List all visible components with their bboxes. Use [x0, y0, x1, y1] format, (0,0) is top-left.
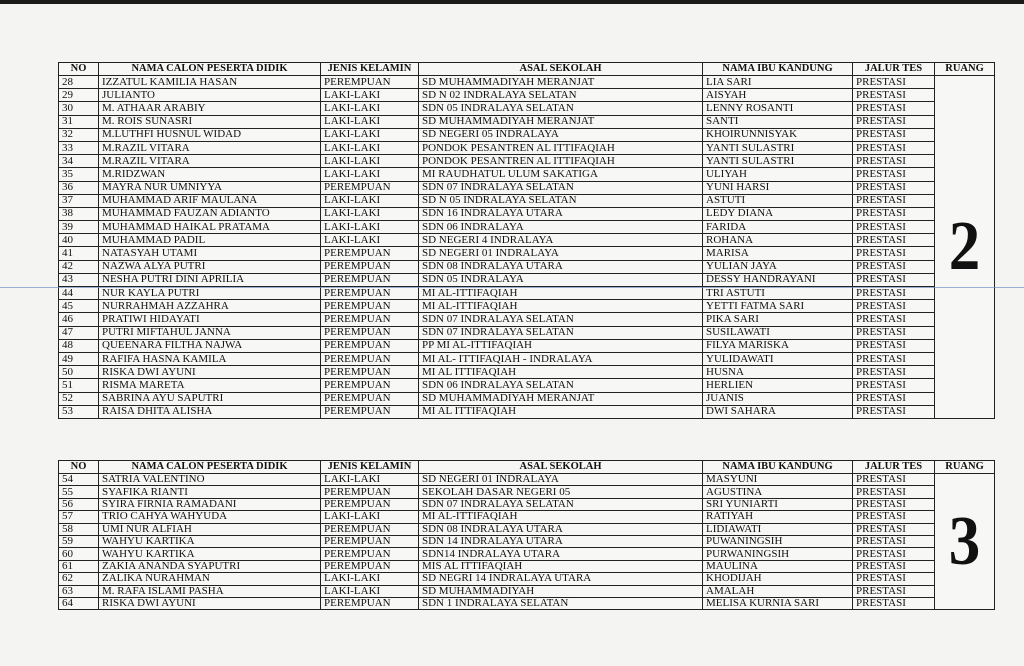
cell-track: PRESTASI — [853, 207, 935, 220]
cell-track: PRESTASI — [853, 597, 935, 609]
cell-gender: LAKI-LAKI — [321, 168, 419, 181]
cell-name: M. RAFA ISLAMI PASHA — [99, 585, 321, 597]
cell-name: M.RAZIL VITARA — [99, 141, 321, 154]
table-row — [59, 313, 995, 326]
header-mother: NAMA IBU KANDUNG — [703, 63, 853, 76]
cell-no: 33 — [59, 141, 99, 154]
table-row — [59, 474, 995, 486]
cell-school: SD NEGERI 01 INDRALAYA — [419, 474, 703, 486]
cell-school: SD N 05 INDRALAYA SELATAN — [419, 194, 703, 207]
cell-name: TRIO CAHYA WAHYUDA — [99, 511, 321, 523]
cell-no: 45 — [59, 300, 99, 313]
cell-school: SD N 02 INDRALAYA SELATAN — [419, 89, 703, 102]
room-number-label: 3 — [948, 502, 981, 580]
cell-mother: FILYA MARISKA — [703, 339, 853, 352]
cell-no: 29 — [59, 89, 99, 102]
cell-gender: LAKI-LAKI — [321, 585, 419, 597]
cell-no: 48 — [59, 339, 99, 352]
cell-school: MIS AL ITTIFAQIAH — [419, 560, 703, 572]
cell-name: MUHAMMAD FAUZAN ADIANTO — [99, 207, 321, 220]
cell-school: SEKOLAH DASAR NEGERI 05 — [419, 486, 703, 498]
cell-gender: LAKI-LAKI — [321, 194, 419, 207]
table-row — [59, 352, 995, 365]
cell-gender: LAKI-LAKI — [321, 573, 419, 585]
cell-gender: PEREMPUAN — [321, 560, 419, 572]
table-row — [59, 535, 995, 547]
cell-mother: PUWANINGSIH — [703, 535, 853, 547]
cell-school: SDN 07 INDRALAYA SELATAN — [419, 326, 703, 339]
cell-school: PP MI AL-ITTIFAQIAH — [419, 339, 703, 352]
cell-no: 41 — [59, 247, 99, 260]
cell-school: SDN 07 INDRALAYA SELATAN — [419, 498, 703, 510]
cell-track: PRESTASI — [853, 535, 935, 547]
cell-school: MI RAUDHATUL ULUM SAKATIGA — [419, 168, 703, 181]
cell-name: JULIANTO — [99, 89, 321, 102]
cell-name: MUHAMMAD PADIL — [99, 234, 321, 247]
cell-mother: YANTI SULASTRI — [703, 155, 853, 168]
cell-school: SDN 08 INDRALAYA UTARA — [419, 523, 703, 535]
cell-name: RAISA DHITA ALISHA — [99, 405, 321, 418]
room-number — [935, 474, 995, 610]
cell-mother: YULIDAWATI — [703, 352, 853, 365]
cell-gender: PEREMPUAN — [321, 597, 419, 609]
cell-name: RISKA DWI AYUNI — [99, 597, 321, 609]
cell-no: 54 — [59, 474, 99, 486]
cell-gender: PEREMPUAN — [321, 247, 419, 260]
cell-school: SD NEGERI 4 INDRALAYA — [419, 234, 703, 247]
cell-school: SDN 1 INDRALAYA SELATAN — [419, 597, 703, 609]
header-gender: JENIS KELAMIN — [321, 461, 419, 474]
cell-no: 32 — [59, 128, 99, 141]
cell-track: PRESTASI — [853, 585, 935, 597]
cell-mother: HUSNA — [703, 366, 853, 379]
cell-mother: ASTUTI — [703, 194, 853, 207]
cell-gender: LAKI-LAKI — [321, 474, 419, 486]
cell-name: NURRAHMAH AZZAHRA — [99, 300, 321, 313]
cell-gender: PEREMPUAN — [321, 548, 419, 560]
cell-no: 64 — [59, 597, 99, 609]
cell-name: SYAFIKA RIANTI — [99, 486, 321, 498]
table-row — [59, 486, 995, 498]
cell-mother: ROHANA — [703, 234, 853, 247]
cell-no: 39 — [59, 221, 99, 234]
cell-school: SDN 16 INDRALAYA UTARA — [419, 207, 703, 220]
cell-school: SD MUHAMMADIYAH MERANJAT — [419, 76, 703, 89]
room-number-label: 2 — [948, 207, 981, 285]
cell-no: 52 — [59, 392, 99, 405]
cell-name: ZAKIA ANANDA SYAPUTRI — [99, 560, 321, 572]
header-track: JALUR TES — [853, 461, 935, 474]
table-row — [59, 194, 995, 207]
table-row — [59, 221, 995, 234]
header-name: NAMA CALON PESERTA DIDIK — [99, 461, 321, 474]
cell-mother: LIA SARI — [703, 76, 853, 89]
cell-no: 46 — [59, 313, 99, 326]
header-school: ASAL SEKOLAH — [419, 63, 703, 76]
cell-track: PRESTASI — [853, 560, 935, 572]
cell-track: PRESTASI — [853, 486, 935, 498]
cell-name: SATRIA VALENTINO — [99, 474, 321, 486]
cell-gender: PEREMPUAN — [321, 535, 419, 547]
cell-track: PRESTASI — [853, 287, 935, 300]
cell-name: MUHAMMAD HAIKAL PRATAMA — [99, 221, 321, 234]
table-row — [59, 326, 995, 339]
header-gender: JENIS KELAMIN — [321, 63, 419, 76]
cell-no: 56 — [59, 498, 99, 510]
table-row — [59, 573, 995, 585]
cell-no: 53 — [59, 405, 99, 418]
cell-track: PRESTASI — [853, 260, 935, 273]
cell-school: SD MUHAMMADIYAH MERANJAT — [419, 392, 703, 405]
cell-name: SYIRA FIRNIA RAMADANI — [99, 498, 321, 510]
cell-track: PRESTASI — [853, 339, 935, 352]
cell-track: PRESTASI — [853, 352, 935, 365]
table-row — [59, 597, 995, 609]
cell-track: PRESTASI — [853, 313, 935, 326]
cell-no: 42 — [59, 260, 99, 273]
cell-school: MI AL ITTIFAQIAH — [419, 405, 703, 418]
cell-gender: PEREMPUAN — [321, 300, 419, 313]
cell-mother: SRI YUNIARTI — [703, 498, 853, 510]
cell-track: PRESTASI — [853, 273, 935, 286]
cell-school: SD MUHAMMADIYAH — [419, 585, 703, 597]
table-row — [59, 498, 995, 510]
cell-mother: KHODIJAH — [703, 573, 853, 585]
cell-mother: MAULINA — [703, 560, 853, 572]
cell-name: NUR KAYLA PUTRI — [99, 287, 321, 300]
header-school: ASAL SEKOLAH — [419, 461, 703, 474]
cell-track: PRESTASI — [853, 141, 935, 154]
cell-school: SDN 05 INDRALAYA SELATAN — [419, 102, 703, 115]
table-row — [59, 102, 995, 115]
header-no: NO — [59, 461, 99, 474]
cell-track: PRESTASI — [853, 523, 935, 535]
cell-name: RAFIFA HASNA KAMILA — [99, 352, 321, 365]
cell-name: SABRINA AYU SAPUTRI — [99, 392, 321, 405]
cell-gender: LAKI-LAKI — [321, 115, 419, 128]
cell-school: SDN 06 INDRALAYA SELATAN — [419, 379, 703, 392]
cell-track: PRESTASI — [853, 247, 935, 260]
cell-school: PONDOK PESANTREN AL ITTIFAQIAH — [419, 141, 703, 154]
cell-school: SDN 07 INDRALAYA SELATAN — [419, 313, 703, 326]
table-header-row — [59, 63, 995, 76]
cell-gender: LAKI-LAKI — [321, 511, 419, 523]
cell-mother: RATIYAH — [703, 511, 853, 523]
cell-track: PRESTASI — [853, 392, 935, 405]
table-row — [59, 523, 995, 535]
table-row — [59, 511, 995, 523]
cell-name: M. ROIS SUNASRI — [99, 115, 321, 128]
cell-gender: PEREMPUAN — [321, 181, 419, 194]
cell-track: PRESTASI — [853, 194, 935, 207]
table-row — [59, 234, 995, 247]
table-row — [59, 300, 995, 313]
cell-track: PRESTASI — [853, 221, 935, 234]
cell-no: 50 — [59, 366, 99, 379]
header-track: JALUR TES — [853, 63, 935, 76]
cell-name: M.RAZIL VITARA — [99, 155, 321, 168]
cell-school: SDN 05 INDRALAYA — [419, 273, 703, 286]
cell-name: MAYRA NUR UMNIYYA — [99, 181, 321, 194]
cell-name: NESHA PUTRI DINI APRILIA — [99, 273, 321, 286]
cell-gender: PEREMPUAN — [321, 352, 419, 365]
cell-track: PRESTASI — [853, 115, 935, 128]
table-row — [59, 76, 995, 89]
cell-school: SDN 07 INDRALAYA SELATAN — [419, 181, 703, 194]
cell-track: PRESTASI — [853, 168, 935, 181]
cell-no: 49 — [59, 352, 99, 365]
cell-mother: YANTI SULASTRI — [703, 141, 853, 154]
cell-mother: SANTI — [703, 115, 853, 128]
cell-gender: LAKI-LAKI — [321, 155, 419, 168]
cell-school: PONDOK PESANTREN AL ITTIFAQIAH — [419, 155, 703, 168]
cell-gender: LAKI-LAKI — [321, 141, 419, 154]
cell-no: 35 — [59, 168, 99, 181]
cell-mother: AGUSTINA — [703, 486, 853, 498]
cell-no: 55 — [59, 486, 99, 498]
cell-school: SD NEGERI 01 INDRALAYA — [419, 247, 703, 260]
cell-track: PRESTASI — [853, 89, 935, 102]
cell-school: MI AL-ITTIFAQIAH — [419, 287, 703, 300]
cell-track: PRESTASI — [853, 234, 935, 247]
table-row — [59, 585, 995, 597]
cell-track: PRESTASI — [853, 498, 935, 510]
scan-top-edge — [0, 0, 1024, 4]
cell-name: QUEENARA FILTHA NAJWA — [99, 339, 321, 352]
cell-name: WAHYU KARTIKA — [99, 535, 321, 547]
cell-no: 44 — [59, 287, 99, 300]
cell-mother: KHOIRUNNISYAK — [703, 128, 853, 141]
cell-gender: PEREMPUAN — [321, 405, 419, 418]
table-row — [59, 379, 995, 392]
participant-table-room-2 — [58, 62, 995, 419]
cell-no: 31 — [59, 115, 99, 128]
table-row — [59, 115, 995, 128]
cell-mother: SUSILAWATI — [703, 326, 853, 339]
table-row — [59, 181, 995, 194]
cell-school: MI AL-ITTIFAQIAH — [419, 300, 703, 313]
cell-gender: PEREMPUAN — [321, 326, 419, 339]
cell-mother: PURWANINGSIH — [703, 548, 853, 560]
cell-mother: DWI SAHARA — [703, 405, 853, 418]
cell-mother: MASYUNI — [703, 474, 853, 486]
cell-no: 30 — [59, 102, 99, 115]
cell-gender: PEREMPUAN — [321, 366, 419, 379]
table-row — [59, 273, 995, 286]
header-room: RUANG — [935, 63, 995, 76]
table-row — [59, 168, 995, 181]
table-row — [59, 89, 995, 102]
header-room: RUANG — [935, 461, 995, 474]
table-row — [59, 141, 995, 154]
cell-gender: PEREMPUAN — [321, 523, 419, 535]
cell-no: 38 — [59, 207, 99, 220]
table-row — [59, 287, 995, 300]
table-row — [59, 366, 995, 379]
cell-mother: MARISA — [703, 247, 853, 260]
cell-no: 60 — [59, 548, 99, 560]
cell-track: PRESTASI — [853, 405, 935, 418]
cell-school: SD MUHAMMADIYAH MERANJAT — [419, 115, 703, 128]
cell-mother: AISYAH — [703, 89, 853, 102]
cell-no: 43 — [59, 273, 99, 286]
header-no: NO — [59, 63, 99, 76]
cell-gender: PEREMPUAN — [321, 287, 419, 300]
cell-mother: JUANIS — [703, 392, 853, 405]
cell-name: UMI NUR ALFIAH — [99, 523, 321, 535]
cell-no: 37 — [59, 194, 99, 207]
cell-mother: FARIDA — [703, 221, 853, 234]
cell-track: PRESTASI — [853, 155, 935, 168]
table-header-row — [59, 461, 995, 474]
cell-track: PRESTASI — [853, 474, 935, 486]
cell-school: SDN 08 INDRALAYA UTARA — [419, 260, 703, 273]
cell-mother: PIKA SARI — [703, 313, 853, 326]
cell-gender: PEREMPUAN — [321, 260, 419, 273]
cell-gender: LAKI-LAKI — [321, 207, 419, 220]
cell-name: MUHAMMAD ARIF MAULANA — [99, 194, 321, 207]
cell-no: 28 — [59, 76, 99, 89]
cell-name: RISMA MARETA — [99, 379, 321, 392]
cell-no: 61 — [59, 560, 99, 572]
cell-gender: PEREMPUAN — [321, 273, 419, 286]
table-row — [59, 155, 995, 168]
table-row — [59, 339, 995, 352]
cell-school: SD NEGRI 14 INDRALAYA UTARA — [419, 573, 703, 585]
cell-school: MI AL- ITTIFAQIAH - INDRALAYA — [419, 352, 703, 365]
cell-mother: LIDIAWATI — [703, 523, 853, 535]
cell-mother: TRI ASTUTI — [703, 287, 853, 300]
cell-no: 34 — [59, 155, 99, 168]
cell-no: 63 — [59, 585, 99, 597]
participant-table-room-3 — [58, 460, 995, 610]
cell-no: 51 — [59, 379, 99, 392]
cell-school: SD NEGERI 05 INDRALAYA — [419, 128, 703, 141]
cell-track: PRESTASI — [853, 548, 935, 560]
cell-no: 57 — [59, 511, 99, 523]
cell-name: PRATIWI HIDAYATI — [99, 313, 321, 326]
cell-gender: LAKI-LAKI — [321, 102, 419, 115]
cell-track: PRESTASI — [853, 181, 935, 194]
cell-gender: LAKI-LAKI — [321, 221, 419, 234]
cell-name: M.LUTHFI HUSNUL WIDAD — [99, 128, 321, 141]
cell-gender: LAKI-LAKI — [321, 89, 419, 102]
cell-name: M.RIDZWAN — [99, 168, 321, 181]
table-row — [59, 548, 995, 560]
cell-school: SDN 06 INDRALAYA — [419, 221, 703, 234]
cell-track: PRESTASI — [853, 300, 935, 313]
cell-name: ZALIKA NURAHMAN — [99, 573, 321, 585]
cell-name: RISKA DWI AYUNI — [99, 366, 321, 379]
cell-gender: PEREMPUAN — [321, 339, 419, 352]
table-row — [59, 405, 995, 418]
table-row — [59, 247, 995, 260]
cell-school: MI AL ITTIFAQIAH — [419, 366, 703, 379]
cell-name: NATASYAH UTAMI — [99, 247, 321, 260]
cell-no: 47 — [59, 326, 99, 339]
cell-name: NAZWA ALYA PUTRI — [99, 260, 321, 273]
cell-mother: YUNI HARSI — [703, 181, 853, 194]
cell-track: PRESTASI — [853, 366, 935, 379]
cell-mother: ULIYAH — [703, 168, 853, 181]
table-row — [59, 260, 995, 273]
cell-mother: DESSY HANDRAYANI — [703, 273, 853, 286]
cell-mother: HERLIEN — [703, 379, 853, 392]
cell-school: SDN14 INDRALAYA UTARA — [419, 548, 703, 560]
header-mother: NAMA IBU KANDUNG — [703, 461, 853, 474]
cell-no: 62 — [59, 573, 99, 585]
table-row — [59, 207, 995, 220]
cell-gender: PEREMPUAN — [321, 76, 419, 89]
room-number — [935, 76, 995, 419]
cell-mother: MELISA KURNIA SARI — [703, 597, 853, 609]
cell-no: 58 — [59, 523, 99, 535]
cell-mother: LENNY ROSANTI — [703, 102, 853, 115]
cell-track: PRESTASI — [853, 102, 935, 115]
table-row — [59, 560, 995, 572]
table-row — [59, 128, 995, 141]
cell-mother: YULIAN JAYA — [703, 260, 853, 273]
cell-mother: LEDY DIANA — [703, 207, 853, 220]
cell-gender: PEREMPUAN — [321, 498, 419, 510]
cell-name: WAHYU KARTIKA — [99, 548, 321, 560]
header-name: NAMA CALON PESERTA DIDIK — [99, 63, 321, 76]
cell-school: MI AL-ITTIFAQIAH — [419, 511, 703, 523]
cell-gender: LAKI-LAKI — [321, 234, 419, 247]
cell-no: 36 — [59, 181, 99, 194]
cell-track: PRESTASI — [853, 76, 935, 89]
cell-no: 40 — [59, 234, 99, 247]
cell-name: IZZATUL KAMILIA HASAN — [99, 76, 321, 89]
cell-mother: YETTI FATMA SARI — [703, 300, 853, 313]
cell-name: PUTRI MIFTAHUL JANNA — [99, 326, 321, 339]
cell-track: PRESTASI — [853, 326, 935, 339]
table-row — [59, 392, 995, 405]
cell-gender: PEREMPUAN — [321, 379, 419, 392]
cell-gender: PEREMPUAN — [321, 313, 419, 326]
cell-school: SDN 14 INDRALAYA UTARA — [419, 535, 703, 547]
cell-track: PRESTASI — [853, 511, 935, 523]
cell-name: M. ATHAAR ARABIY — [99, 102, 321, 115]
cell-gender: PEREMPUAN — [321, 486, 419, 498]
cell-track: PRESTASI — [853, 379, 935, 392]
cell-mother: AMALAH — [703, 585, 853, 597]
cell-track: PRESTASI — [853, 573, 935, 585]
cell-gender: LAKI-LAKI — [321, 128, 419, 141]
cell-track: PRESTASI — [853, 128, 935, 141]
cell-gender: PEREMPUAN — [321, 392, 419, 405]
cell-no: 59 — [59, 535, 99, 547]
